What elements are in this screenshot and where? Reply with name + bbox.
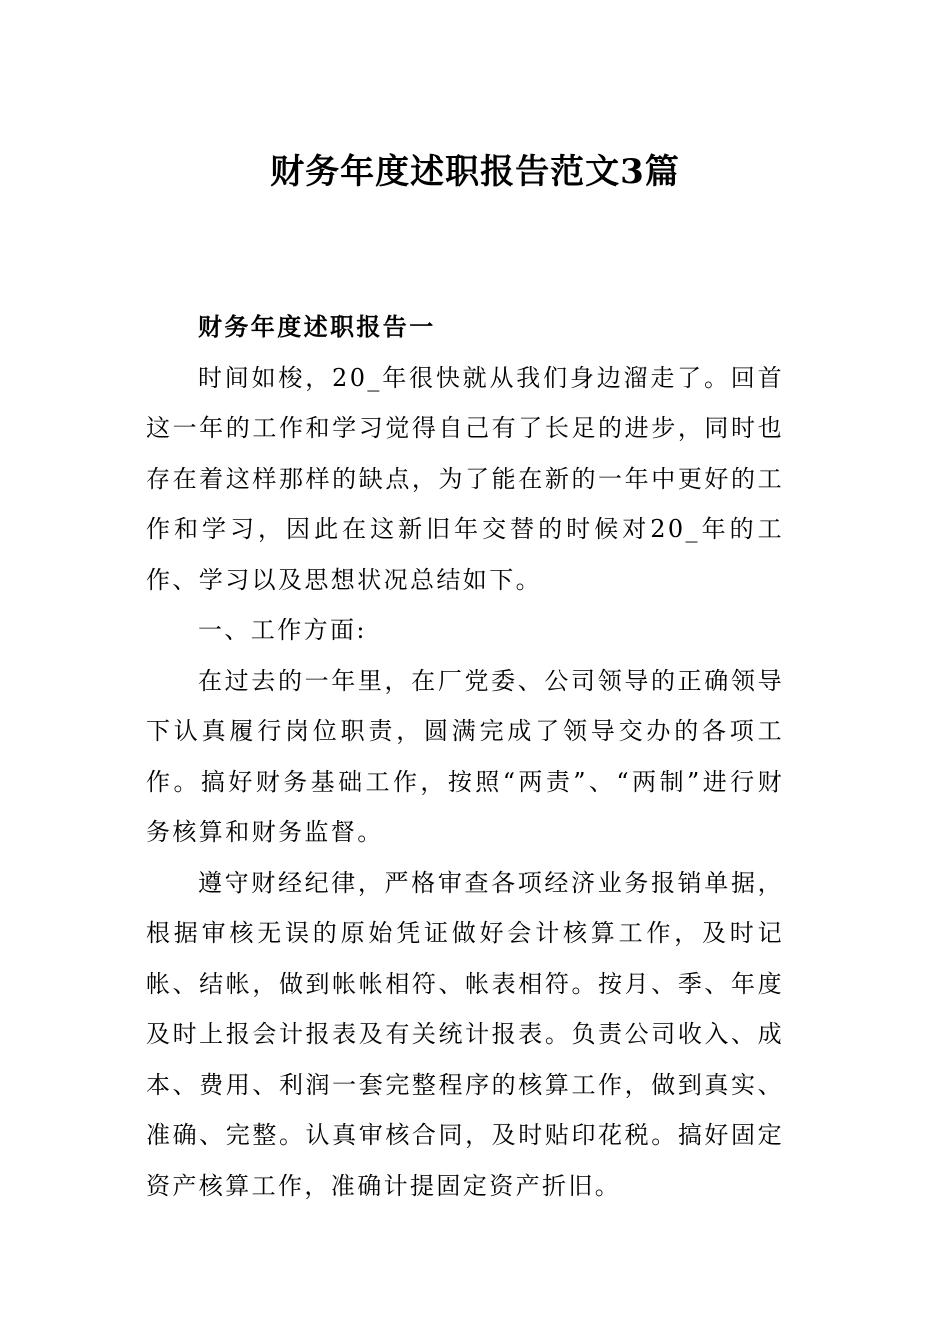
document-body [146,302,784,1211]
section-heading: 财务年度述职报告一 [198,312,436,341]
paragraph: 时间如梭，20_年很快就从我们身边溜走了。回首这一年的工作和学习觉得自己有了长足的进步，同时也存在着这样那样的缺点，为了能在新的一年中更好的工作和学习，因此在这新旧年交替的时候对20_年的工作、学习以及思想状况总结如下。 [146,363,784,594]
paragraph: 一、工作方面: [198,616,367,644]
paragraph: 遵守财经纪律，严格审查各项经济业务报销单据，根据审核无误的原始凭证做好会计核算工作，及时记帐、结帐，做到帐帐相符、帐表相符。按月、季、年度及时上报会计报表及有关统计报表。负责公司收入、成本、费用、利润一套完整程序的核算工作，做到真实、准确、完整。认真审核合同，及时贴印花税。搞好固定资产核算工作，准确计提固定资产折旧。 [146,868,784,1200]
document-title: 财务年度述职报告范文3篇 [270,152,680,192]
paragraph: 在过去的一年里，在厂党委、公司领导的正确领导下认真履行岗位职责，圆满完成了领导交办的各项工作。搞好财务基础工作，按照“两责”、“两制”进行财务核算和财务监督。 [146,666,784,846]
